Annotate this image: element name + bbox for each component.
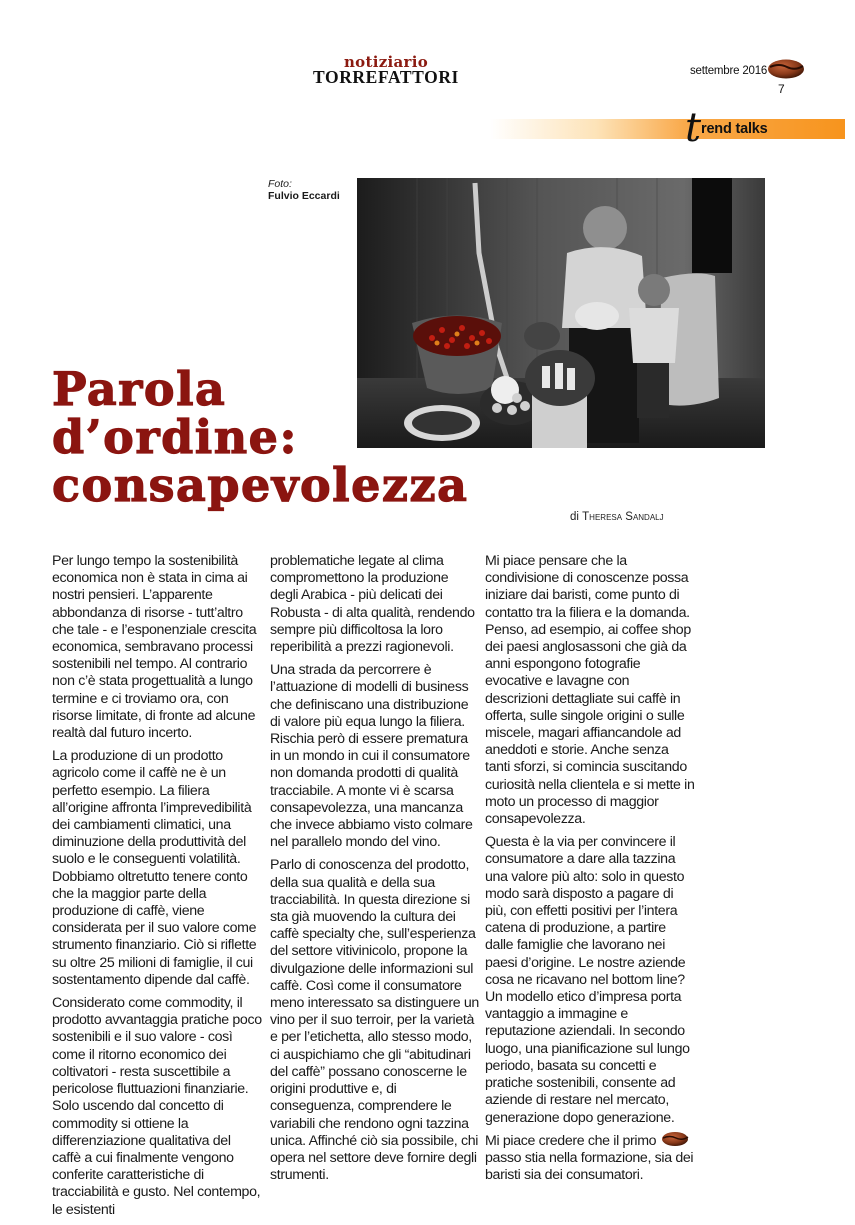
article-title xyxy=(52,362,469,512)
photo-credit-label: Foto: xyxy=(268,178,292,190)
paragraph: La produzione di un prodotto agricolo come il caffè ne è un perfetto esempio. La filiera all’origine affronta l’imprevedibilità dei cambiamenti climatici, una diminuzione della produttività del suolo e le conseguenti volatilità. Dobbiamo oltretutto tenere conto che la maggior parte della produzione di caffè, viene considerata per il suo valore come strumento finanziario. Ciò si riflette su oltre 25 milioni di famiglie, il cui sostentamento dipende dal caffè. xyxy=(52,748,257,988)
paragraph: Considerato come commodity, il prodotto avvantaggia pratiche poco sostenibili e il suo valore - così come il ritorno economico dei coltivatori - resta suscettibile a pericolose fluttuazioni finanziarie. Solo uscendo dal concetto di commodity si ottiene la differenziazione qualitativa del caffè a cui finalmente vengono conferite caratteristiche di tracciabilità e gusto. Nel contempo, le esistenti xyxy=(52,995,262,1218)
coffee-bean-icon xyxy=(767,58,805,80)
article-title-line: Parola xyxy=(52,362,227,416)
issue-date: settembre 2016 xyxy=(690,65,768,77)
article-column-3 xyxy=(485,553,695,1190)
byline-prefix: di xyxy=(570,511,579,523)
paragraph: Una strada da percorrere è l’attuazione di modelli di business che definiscano una distribuzione di valore più equa lungo la filiera. Rischia però di essere prematura in un mondo in cui il consumatore non domanda prodotti di qualità tracciabile. A monte vi è scarsa consapevolezza, una mancanza che invece abbiamo visto colmare nel parallelo mondo del vino. xyxy=(270,662,473,851)
paragraph: Parlo di conoscenza del prodotto, della sua qualità e della sua tracciabilità. In questa direzione si sta già muovendo la cultura dei caffè specialty che, sull’esperienza del settore vitivinicolo, propone la divulgazione delle informazioni sul caffè. Così come il consumatore meno interessato sa distinguere un vino per il suo terroir, per la varietà e per l’etichetta, allo stesso modo, ci auspichiamo che gli “abitudinari del caffè” possano conoscerne le origini produttive e, di conseguenza, comprendere le variabili che rendono ogni tazzina unica. Affinché ciò sia possibile, chi opera nel settore deve fornire degli strumenti. xyxy=(270,857,479,1184)
section-label: rend talks xyxy=(701,121,768,137)
publication-name-big: TORREFATTORI xyxy=(313,67,459,87)
photo-credit-name: Fulvio Eccardi xyxy=(268,190,340,202)
paragraph: Questa è la via per convincere il consumatore a dare alla tazzina una valore più alto: solo in questo modo sarà disposto a pagare di più, con effetti positivi per l’intera catena di produzione, a partire dalle famiglie che lavorano nei paesi d’origine. Le nostre aziende cosa ne ricavano nel bottom line? Un modello etico d’impresa porta vantaggio a immagine e reputazione aziendali. In secondo luogo, una pianificazione sul lungo periodo, basata su concetti e pratiche sostenibili, consente ad aziende di restare nel mercato, generazione dopo generazione. xyxy=(485,834,690,1126)
page-number: 7 xyxy=(778,82,785,96)
paragraph: Per lungo tempo la sostenibilità economica non è stata in cima ai nostri pensieri. L’apparente abbondanza di risorse - tutt’altro che tale - e l’esponenziale crescita economica, sembravano processi sostenibili nel tempo. Al contrario non c’è stata progettualità a lungo termine e ci troviamo ora, con risorse limitate, di fronte ad alcune realtà dal futuro incerto. xyxy=(52,553,257,742)
paragraph: Mi piace pensare che la condivisione di conoscenze possa iniziare dai baristi, come punto di contatto tra la filiera e la domanda. Penso, ad esempio, ai coffee shop dei paesi anglosassoni che già da anni espongono fotografie evocative e lavagne con descrizioni dettagliate sui caffè in offerta, sulle singole origini o sulle miscele, magari affiancandole ad aneddoti e storie. Anche senza tanti sforzi, si comincia suscitando curiosità nella clientela e si mette in moto un processo di maggior consapevolezza. xyxy=(485,553,695,828)
byline-author: Theresa Sandalj xyxy=(582,511,664,523)
publication-masthead xyxy=(296,55,476,85)
article-column-2 xyxy=(270,553,480,1190)
article-title-line: d’ordine: xyxy=(52,410,298,464)
article-title-line: consapevolezza xyxy=(52,458,469,512)
paragraph: Mi piace credere che il primo passo stia nella formazione, sia dei baristi sia dei consumatori. xyxy=(485,1132,694,1184)
article-byline xyxy=(570,511,664,523)
photo-credit xyxy=(268,178,340,202)
paragraph: problematiche legate al clima compromettono la produzione degli Arabica - più delicati dei Robusta - di alta qualità, rendendo sempre più difficoltosa la loro reperibilità a prezzi ragionevoli. xyxy=(270,553,475,656)
section-initial: t xyxy=(685,105,702,151)
article-column-1 xyxy=(52,553,262,1225)
publication-name-small: notiziario xyxy=(343,53,429,71)
end-mark-coffee-bean-icon xyxy=(661,1131,689,1147)
section-banner xyxy=(490,119,845,139)
